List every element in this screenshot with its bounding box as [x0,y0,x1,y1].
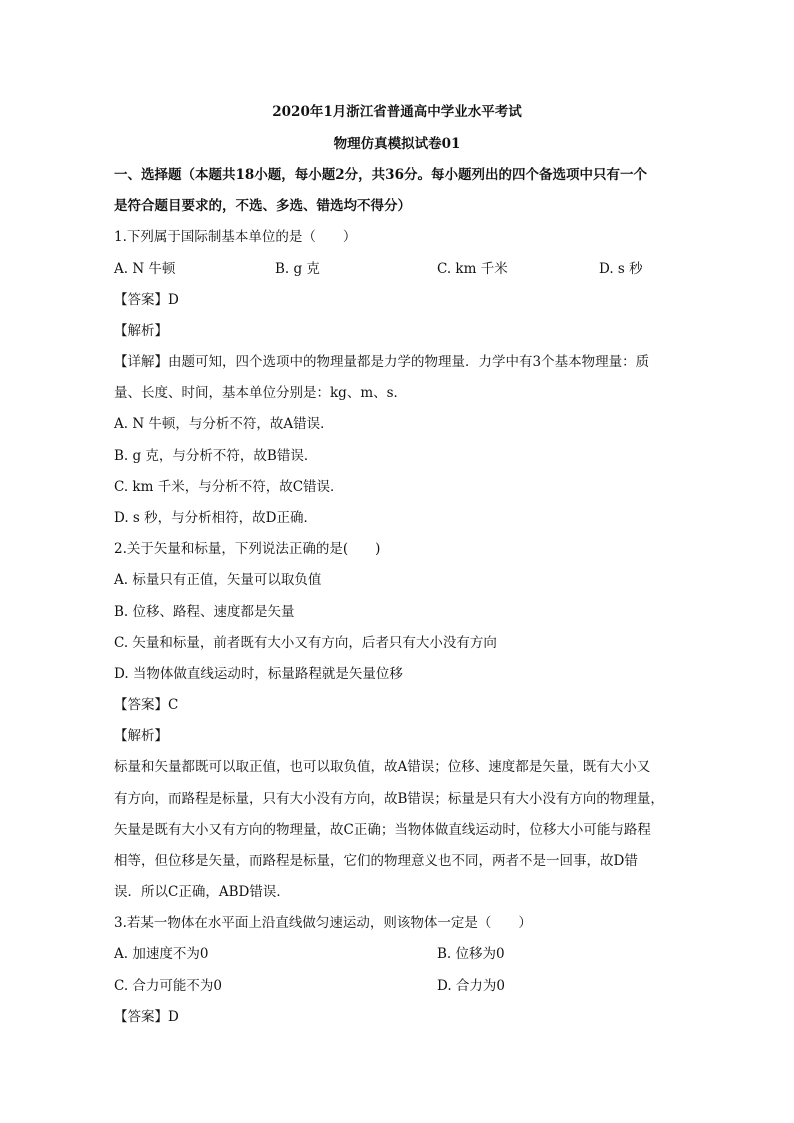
q2-option-a: A. 标量只有正值，矢量可以取负值 [114,572,322,588]
q3-option-b: B. 位移为0 [437,946,505,962]
q2-stem: 2.关于矢量和标量，下列说法正确的是( ) [114,541,381,557]
q1-stem: 1.下列属于国际制基本单位的是（ ） [114,229,357,245]
q1-option-d: D. s 秒 [599,261,643,277]
section-header-line-1: 一、选择题（本题共18小题，每小题2分，共36分。每小题列出的四个备选项中只有一个 [114,167,647,183]
q2-analysis-line-2: 有方向，而路程是标量，只有大小没有方向，故B错误；标量是只有大小没有方向的物理量， [114,791,664,807]
q1-option-b: B. g 克 [275,261,320,277]
q1-explain-c: C. km 千米，与分析不符，故C错误． [114,479,344,495]
q1-option-a: A. N 牛顿 [114,261,176,277]
q2-analysis-line-5: 误．所以C正确，ABD错误． [114,884,290,900]
q1-detail-line-2: 量、长度、时间，基本单位分别是：kg、m、s． [114,385,408,401]
q2-analysis-line-1: 标量和矢量都既可以取正值，也可以取负值，故A错误；位移、速度都是矢量，既有大小又 [114,759,651,775]
doc-subtitle: 物理仿真模拟试卷01 [333,136,461,152]
q3-option-d: D. 合力为0 [437,978,506,994]
q2-analysis-line-3: 矢量是既有大小又有方向的物理量，故C正确；当物体做直线运动时，位移大小可能与路程 [114,822,651,838]
q2-option-c: C. 矢量和标量，前者既有大小又有方向，后者只有大小没有方向 [114,635,497,651]
q1-analysis-label: 【解析】 [114,323,168,339]
q1-explain-b: B. g 克，与分析不符，故B错误． [114,448,318,464]
q3-option-c: C. 合力可能不为0 [114,978,223,994]
q1-explain-a: A. N 牛顿，与分析不符，故A错误． [114,416,334,432]
q2-option-d: D. 当物体做直线运动时，标量路程就是矢量位移 [114,666,403,682]
q2-answer: 【答案】C [114,697,179,713]
q1-option-c: C. km 千米 [437,261,508,277]
q2-option-b: B. 位移、路程、速度都是矢量 [114,604,295,620]
doc-title: 2020年1月浙江省普通高中学业水平考试 [272,104,522,120]
q3-option-a: A. 加速度不为0 [114,946,209,962]
q3-stem: 3.若某一物体在水平面上沿直线做匀速运动，则该物体一定是（ ） [114,915,532,931]
q1-detail-line-1: 【详解】由题可知，四个选项中的物理量都是力学的物理量．力学中有3个基本物理量：质 [114,354,650,370]
q3-answer: 【答案】D [114,1009,179,1025]
q1-explain-d: D. s 秒，与分析相符，故D正确． [114,510,317,526]
section-header-line-2: 是符合题目要求的，不选、多选、错选均不得分） [114,198,411,214]
q1-answer: 【答案】D [114,292,179,308]
q2-analysis-line-4: 相等，但位移是矢量，而路程是标量，它们的物理意义也不同，两者不是一回事，故D错 [114,853,638,869]
q2-analysis-label: 【解析】 [114,728,168,744]
